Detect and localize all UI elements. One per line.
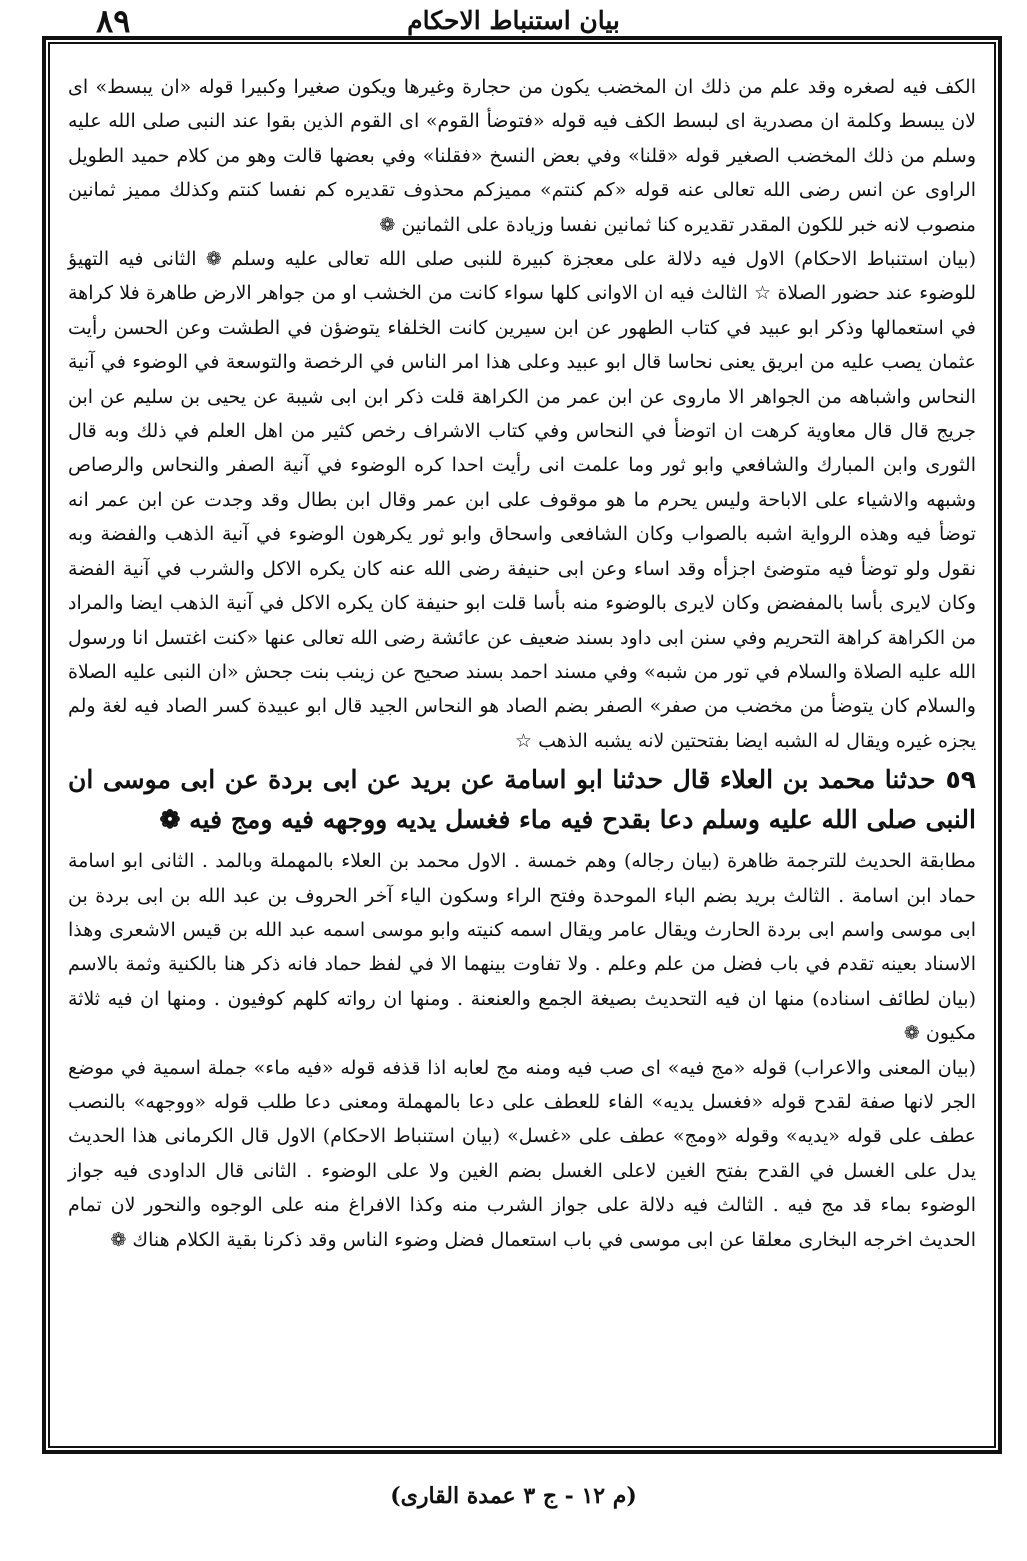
page-number: ٨٩ [96,2,131,40]
hadith-block [68,760,976,840]
narrators-paragraph: مطابقة الحديث للترجمة ظاهرة (بيان رجاله) وهم خمسة . الاول محمد بن العلاء بالمهملة وبالمد . الثانى ابو اسامة حماد ابن اسامة . الثالث بريد بضم الباء الموحدة وفتح الراء وسكون الياء آخر الحروف بن عبد الله بن ابى بردة بن ابى موسى واسم ابى بردة الحارث ويقال عامر ويقال اسمه كنيته وابو موسى اسمه عبد الله بن قيس الاشعرى وهذا الاسناد بعينه تقدم في باب فضل من علم وعلم . ولا تفاوت بينهما الا في لفظ حماد فانه ذكر هنا بالكنية وثمة بالاسم (بيان لطائف اسناده) منها ان فيه التحديث بصيغة الجمع والعنعنة . ومنها ان رواته كلهم كوفيون . ومنها ان فيه ثلاثة مكيون ❁ [68,850,976,1045]
hadith-number: ٥٩ [945,765,976,795]
page-body [68,70,976,1432]
hadith-text: حدثنا محمد بن العلاء قال حدثنا ابو اسامة عن بريد عن ابى بردة عن ابى موسى ان النبى صلى الله عليه وسلم دعا بقدح فيه ماء فغسل يديه ووجهه فيه ومج فيه ❁ [68,765,976,835]
page-signature: (م ١٢ - ج ٣ عمدة القارى) [390,1483,637,1509]
grammar-paragraph: (بيان المعنى والاعراب) قوله «مج فيه» اى صب فيه ومنه مج لعابه اذا قذفه قوله «فيه ماء» جملة اسمية في موضع الجر لانها صفة لقدح قوله «فغسل يديه» الفاء للعطف على دعا بالمهملة ومعنى دعا طلب قوله «ووجهه» بالنصب عطف على قوله «يديه» وقوله «ومج» عطف على «غسل» (بيان استنباط الاحكام) الاول قال الكرمانى هذا الحديث يدل على الغسل في القدح بفتح الغين لاعلى الغسل بضم الغين ولا على الوضوء . الثانى قال الداودى فيه جواز الوضوء بماء قد مج فيه . الثالث فيه دلالة على جواز الشرب منه وكذا الافراغ منه على الوجوه والنحور لان تمام الحديث اخرجه البخارى معلقا عن ابى موسى في باب استعمال فضل وضوء الناس وقد ذكرنا بقية الكلام هناك ❁ [68,1056,976,1251]
ruling-paragraph: (بيان استنباط الاحكام) الاول فيه دلالة على معجزة كبيرة للنبى صلى الله تعالى عليه وسلم ❁ الثانى فيه التهيؤ للوضوء عند حضور الصلاة ☆ الثالث فيه ان الاوانى كلها سواء كانت من الخشب او من جواهر الارض طاهرة فلا كراهة في استعمالها وذكر ابو عبيد في كتاب الطهور عن ابن سيرين كانت الخلفاء يتوضؤن في الطشت وعن الحسن رأيت عثمان يصب عليه من ابريق يعنى نحاسا قال ابو عبيد وعلى هذا امر الناس في الرخصة والتوسعة في الوضوء في آنية النحاس واشباهه من الجواهر الا ماروى عن ابن عمر من الكراهة قلت ذكر ابن ابى شيبة عن يحيى بن سليم عن ابن جريج قال قال معاوية كرهت ان اتوضأ في النحاس وفي كتاب الاشراف رخص كثير من اهل العلم في ذلك وبه قال الثورى وابن المبارك والشافعي وابو ثور وما علمت انى رأيت احدا كره الوضوء في آنية الصفر والنحاس والرصاص وشبهه والاشياء على الاباحة وليس يحرم ما هو موقوف على ابن عمر وقال ابن بطال وقد وجدت عن ابن عمر انه توضأ فيه وهذه الرواية اشبه بالصواب وكان الشافعى واسحاق وابو ثور يكرهون الوضوء في آنية الذهب والفضة وبه نقول ولو توضأ فيه متوضئ اجزأه وقد اساء وعن ابى حنيفة رضى الله عنه كان يكره الاكل والشرب في آنية الفضة وكان لايرى بأسا بالمفضض وكان لايرى بالوضوء منه بأسا قلت ابو حنيفة كان يكره الاكل في آنية الذهب ايضا والمراد من الكراهة كراهة التحريم وفي سنن ابى داود بسند ضعيف عن عائشة رضى الله تعالى عنها «كنت اغتسل انا ورسول الله عليه الصلاة والسلام في تور من شبه» وفي مسند احمد بسند صحيح عن زينب بنت جحش «ان النبى عليه الصلاة والسلام كان يتوضأ من مخضب من صفر» الصفر بضم الصاد هو النحاس الجيد قال ابو عبيدة كسر الصاد فيه لغة ولم يجزه غيره ويقال له الشبه ايضا بفتحتين لانه يشبه الذهب ☆ [68,248,977,752]
commentary-paragraph: الكف فيه لصغره وقد علم من ذلك ان المخضب يكون من حجارة وغيرها ويكون صغيرا وكبيرا قوله «ان يبسط» اى لان يبسط وكلمة ان مصدرية اى لبسط الكف فيه قوله «فتوضأ القوم» اى القوم الذين بقوا عند النبى صلى الله عليه وسلم من ذلك المخضب الصغير قوله «قلنا» وفي بعض النسخ «فقلنا» وفي بعضها قالت وهو من كلام حميد الطويل الراوى عن انس رضى الله تعالى عنه قوله «كم كنتم» مميزكم محذوف تقديره كم نفسا كنتم وكذلك مميز ثمانين منصوب لانه خبر للكون المقدر تقديره كنا ثمانين نفسا وزيادة على الثمانين ❁ [68,76,976,236]
running-title: بيان استنباط الاحكام [407,6,620,35]
page-header [0,0,1027,44]
text-frame [48,42,996,1448]
